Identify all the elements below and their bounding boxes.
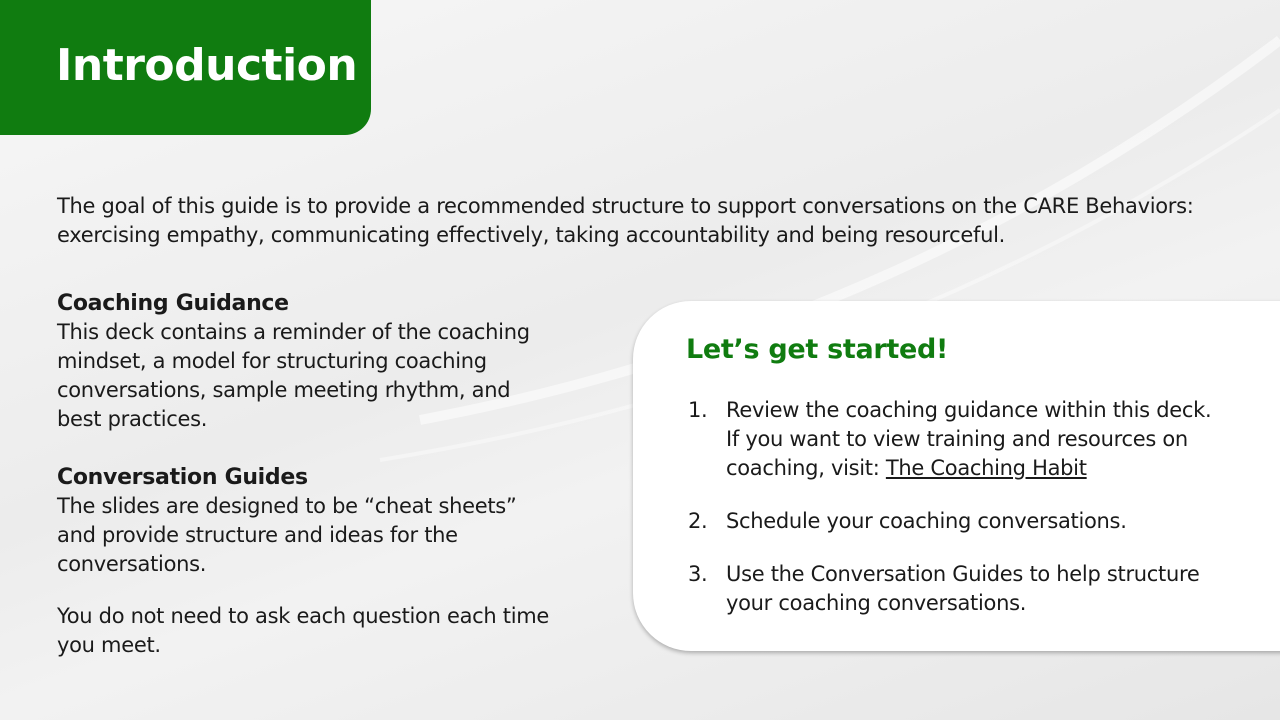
step-1-line-1: Review the coaching guidance within this deck. [726, 398, 1212, 422]
spacer [57, 579, 597, 602]
step-1-line-3 [726, 454, 1248, 483]
coaching-guidance-line-3: conversations, sample meeting rhythm, and [57, 378, 511, 402]
spacer [57, 434, 597, 463]
getting-started-card [633, 301, 1280, 651]
note-line-2: you meet. [57, 633, 161, 657]
intro-paragraph [57, 192, 1257, 250]
intro-line-2: exercising empathy, communicating effectively, taking accountability and being resourceful. [57, 223, 1005, 247]
note-section [57, 602, 597, 660]
coaching-habit-link[interactable]: The Coaching Habit [885, 456, 1087, 480]
list-item [688, 507, 1248, 536]
conversation-guides-line-3: conversations. [57, 552, 207, 576]
list-item [688, 560, 1248, 618]
left-column [57, 289, 597, 660]
coaching-guidance-heading: Coaching Guidance [57, 291, 289, 316]
step-2-line-1: Schedule your coaching conversations. [726, 509, 1127, 533]
note-line-1: You do not need to ask each question each time [57, 604, 550, 628]
conversation-guides-line-1: The slides are designed to be “cheat sheets” [57, 494, 517, 518]
intro-line-1: The goal of this guide is to provide a recommended structure to support conversations on the CARE Behaviors: [57, 194, 1194, 218]
slide-title: Introduction [56, 40, 358, 91]
step-1-line-2: If you want to view training and resources on [726, 427, 1188, 451]
coaching-guidance-line-1: This deck contains a reminder of the coaching [57, 320, 530, 344]
coaching-guidance-line-4: best practices. [57, 407, 208, 431]
coaching-guidance-line-2: mindset, a model for structuring coaching [57, 349, 487, 373]
list-item [688, 396, 1248, 483]
conversation-guides-line-2: and provide structure and ideas for the [57, 523, 458, 547]
step-1-line-3-prefix: coaching, visit: [726, 456, 886, 480]
steps-list [688, 396, 1248, 642]
coaching-guidance-section [57, 289, 597, 434]
conversation-guides-heading: Conversation Guides [57, 465, 308, 490]
card-title: Let’s get started! [686, 334, 949, 365]
step-number: 2. [688, 509, 708, 533]
step-number: 3. [688, 562, 708, 586]
step-3-line-2: your coaching conversations. [726, 591, 1027, 615]
step-number: 1. [688, 398, 708, 422]
step-3-line-1: Use the Conversation Guides to help structure [726, 562, 1200, 586]
conversation-guides-section [57, 463, 597, 579]
title-bar [0, 0, 371, 135]
